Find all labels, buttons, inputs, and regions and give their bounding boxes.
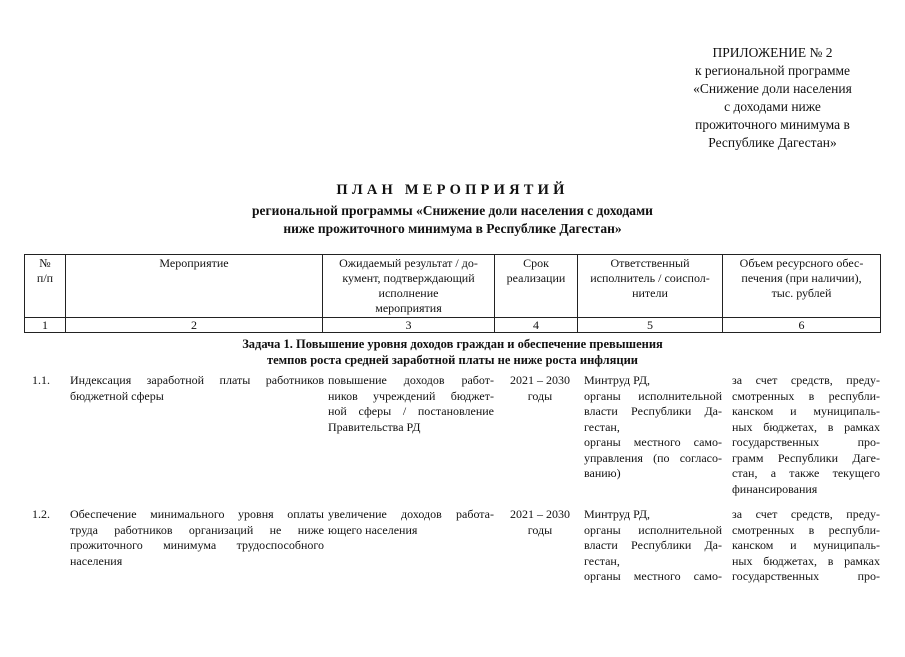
row-term [500, 507, 580, 538]
text-line: ной сферы / постановление [328, 404, 494, 418]
header-text: № [39, 256, 51, 270]
header-cell-number [25, 255, 66, 318]
text-line: повышение доходов работ- [328, 373, 494, 387]
text-line: канском и муниципаль- [732, 404, 880, 418]
column-number: 2 [66, 318, 323, 333]
table-row [24, 373, 880, 523]
text-line: годы [527, 522, 553, 537]
row-activity [70, 507, 324, 569]
column-number: 6 [723, 318, 881, 333]
text-line: грамм Республики Даге- [732, 450, 880, 465]
header-text: исполнитель / соиспол- [590, 271, 710, 285]
text-line: власти Республики Да- [584, 538, 722, 552]
row-funding [732, 507, 880, 585]
header-text: мероприятия [375, 301, 442, 315]
row-result [328, 507, 494, 538]
row-term [500, 373, 580, 404]
column-number: 3 [323, 318, 495, 333]
column-number-row [25, 318, 881, 333]
row-number: 1.1. [32, 373, 50, 387]
column-number: 4 [495, 318, 578, 333]
header-text: Ожидаемый результат / до- [339, 256, 478, 270]
header-text: нители [632, 286, 668, 300]
plan-table-header [24, 254, 881, 333]
header-text: Срок [523, 256, 549, 270]
row-number: 1.2. [32, 507, 50, 521]
row-result [328, 373, 494, 435]
header-row [25, 255, 881, 318]
appendix-line: Республике Дагестан» [708, 135, 837, 150]
text-line: за счет средств, преду- [732, 373, 880, 387]
row-executors [584, 373, 722, 482]
plan-title: ПЛАН МЕРОПРИЯТИЙ [336, 182, 569, 198]
text-line: смотренных в республи- [732, 388, 880, 403]
text-line: прожиточного минимума трудоспособного [70, 538, 324, 552]
column-number: 5 [578, 318, 723, 333]
text-line: государственных про- [732, 569, 880, 583]
text-line: ных бюджетах, в рамках [732, 419, 880, 434]
appendix-line: к региональной программе [694, 63, 851, 78]
text-line: бюджетной сферы [70, 388, 164, 403]
column-number: 1 [25, 318, 66, 333]
text-line: 2021 – 2030 [510, 507, 570, 521]
header-text: печения (при наличии), [741, 271, 862, 285]
text-line: органы местного само- [584, 569, 722, 583]
text-line: государственных про- [732, 435, 880, 449]
task-heading-line: Задача 1. Повышение уровня доходов граждан и обеспечение превышения [242, 337, 663, 351]
text-line: Индексация заработной платы работников [70, 373, 324, 387]
text-line: управления (по согласо- [584, 450, 722, 465]
text-line: органы исполнительной [584, 522, 722, 537]
text-line: годы [527, 388, 553, 403]
appendix-header [640, 44, 905, 152]
text-line: Минтруд РД, [584, 373, 651, 387]
text-line: Минтруд РД, [584, 507, 651, 521]
header-cell-executor [578, 255, 723, 318]
header-cell-term [495, 255, 578, 318]
text-line: органы местного само- [584, 435, 722, 449]
text-line: ных бюджетах, в рамках [732, 553, 880, 568]
plan-subtitle-line: ниже прожиточного минимума в Республике Дагестан» [283, 221, 622, 236]
appendix-line: с доходами ниже [724, 99, 821, 114]
row-activity [70, 373, 324, 404]
text-line: финансирования [732, 481, 818, 496]
header-text: исполнение [378, 286, 439, 300]
text-line: труда работников организаций не ниже [70, 522, 324, 537]
text-line: Обеспечение минимального уровня оплаты [70, 507, 324, 521]
appendix-line: прожиточного минимума в [695, 117, 850, 132]
appendix-line: ПРИЛОЖЕНИЕ № 2 [712, 45, 833, 60]
text-line: ванию) [584, 466, 621, 480]
text-line: гестан, [584, 419, 620, 434]
text-line: ющего населения [328, 522, 418, 537]
text-line: ников учреждений бюджет- [328, 388, 494, 403]
header-text: Ответственный [610, 256, 690, 270]
appendix-line: «Снижение доли населения [693, 81, 852, 96]
table-row [24, 507, 880, 657]
row-executors [584, 507, 722, 585]
text-line: органы исполнительной [584, 388, 722, 403]
header-text: Объем ресурсного обес- [739, 256, 864, 270]
header-cell-activity [66, 255, 323, 318]
text-line: 2021 – 2030 [510, 373, 570, 387]
header-text: тыс. рублей [771, 286, 832, 300]
header-text: реализации [506, 271, 566, 285]
text-line: увеличение доходов работа- [328, 507, 494, 521]
text-line: Правительства РД [328, 419, 421, 434]
text-line: власти Республики Да- [584, 404, 722, 418]
header-text: Мероприятие [159, 256, 229, 270]
header-text: кумент, подтверждающий [342, 271, 475, 285]
header-text: п/п [36, 271, 54, 285]
text-line: канском и муниципаль- [732, 538, 880, 552]
text-line: стан, а также текущего [732, 466, 880, 480]
text-line: за счет средств, преду- [732, 507, 880, 521]
text-line: населения [70, 553, 123, 568]
plan-subtitle-line: региональной программы «Снижение доли населения с доходами [252, 203, 653, 218]
row-funding [732, 373, 880, 497]
text-line: гестан, [584, 553, 620, 568]
header-cell-result [323, 255, 495, 318]
task-heading-line: темпов роста средней заработной платы не ниже роста инфляции [266, 353, 639, 367]
text-line: смотренных в республи- [732, 522, 880, 537]
header-cell-funding [723, 255, 881, 318]
